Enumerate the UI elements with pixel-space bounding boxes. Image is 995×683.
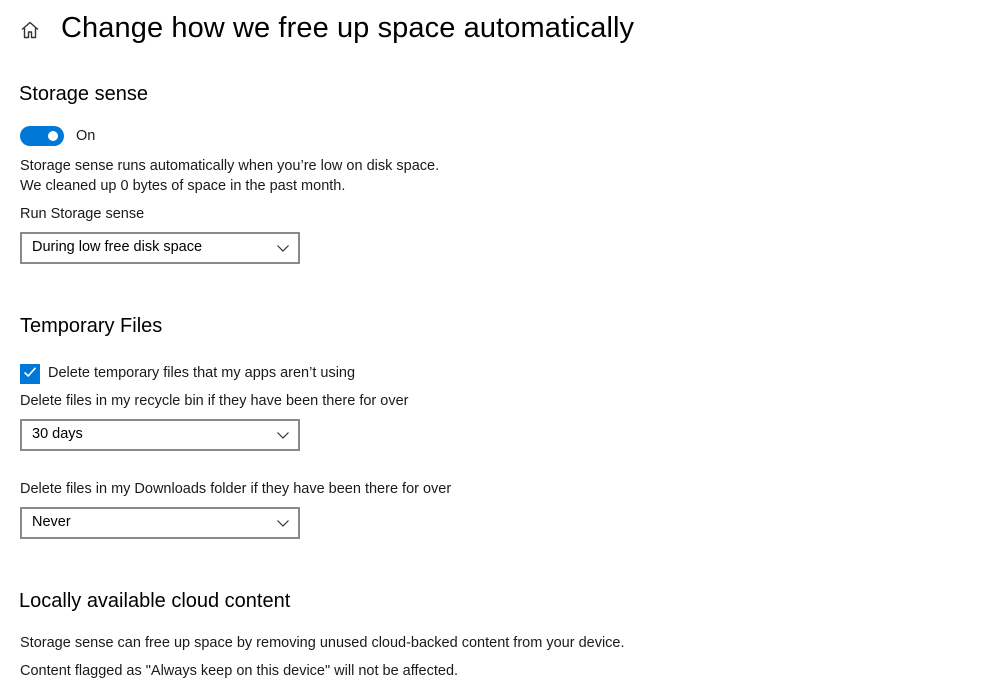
downloads-value: Never — [32, 514, 71, 530]
recycle-bin-value: 30 days — [32, 426, 83, 442]
cloud-content-description-2: Content flagged as "Always keep on this device" will not be affected. — [20, 663, 459, 679]
home-icon — [20, 20, 40, 45]
temporary-files-heading: Temporary Files — [20, 315, 163, 337]
chevron-down-icon — [276, 241, 290, 255]
run-storage-sense-dropdown[interactable] — [20, 232, 300, 264]
chevron-down-icon — [276, 428, 290, 442]
downloads-dropdown[interactable] — [20, 507, 300, 539]
recycle-bin-dropdown[interactable] — [20, 419, 300, 451]
delete-temp-files-checkbox[interactable] — [20, 364, 40, 384]
cloud-content-heading: Locally available cloud content — [19, 590, 291, 612]
storage-sense-description-2: We cleaned up 0 bytes of space in the past month. — [20, 178, 346, 194]
storage-sense-toggle[interactable] — [20, 126, 64, 146]
checkmark-icon — [22, 364, 38, 385]
page-title: Change how we free up space automatically — [61, 12, 635, 44]
delete-temp-files-label: Delete temporary files that my apps aren’t using — [48, 365, 356, 381]
cloud-content-description-1: Storage sense can free up space by removing unused cloud-backed content from your device. — [20, 635, 625, 651]
run-storage-sense-value: During low free disk space — [32, 239, 203, 255]
storage-sense-description-1: Storage sense runs automatically when you’re low on disk space. — [20, 158, 440, 174]
downloads-label: Delete files in my Downloads folder if they have been there for over — [20, 481, 452, 497]
storage-sense-heading: Storage sense — [19, 83, 148, 105]
toggle-state-label: On — [76, 128, 96, 144]
toggle-knob — [48, 131, 58, 141]
recycle-bin-label: Delete files in my recycle bin if they have been there for over — [20, 393, 409, 409]
run-storage-sense-label: Run Storage sense — [20, 206, 145, 222]
chevron-down-icon — [276, 516, 290, 530]
home-button[interactable] — [14, 16, 46, 48]
